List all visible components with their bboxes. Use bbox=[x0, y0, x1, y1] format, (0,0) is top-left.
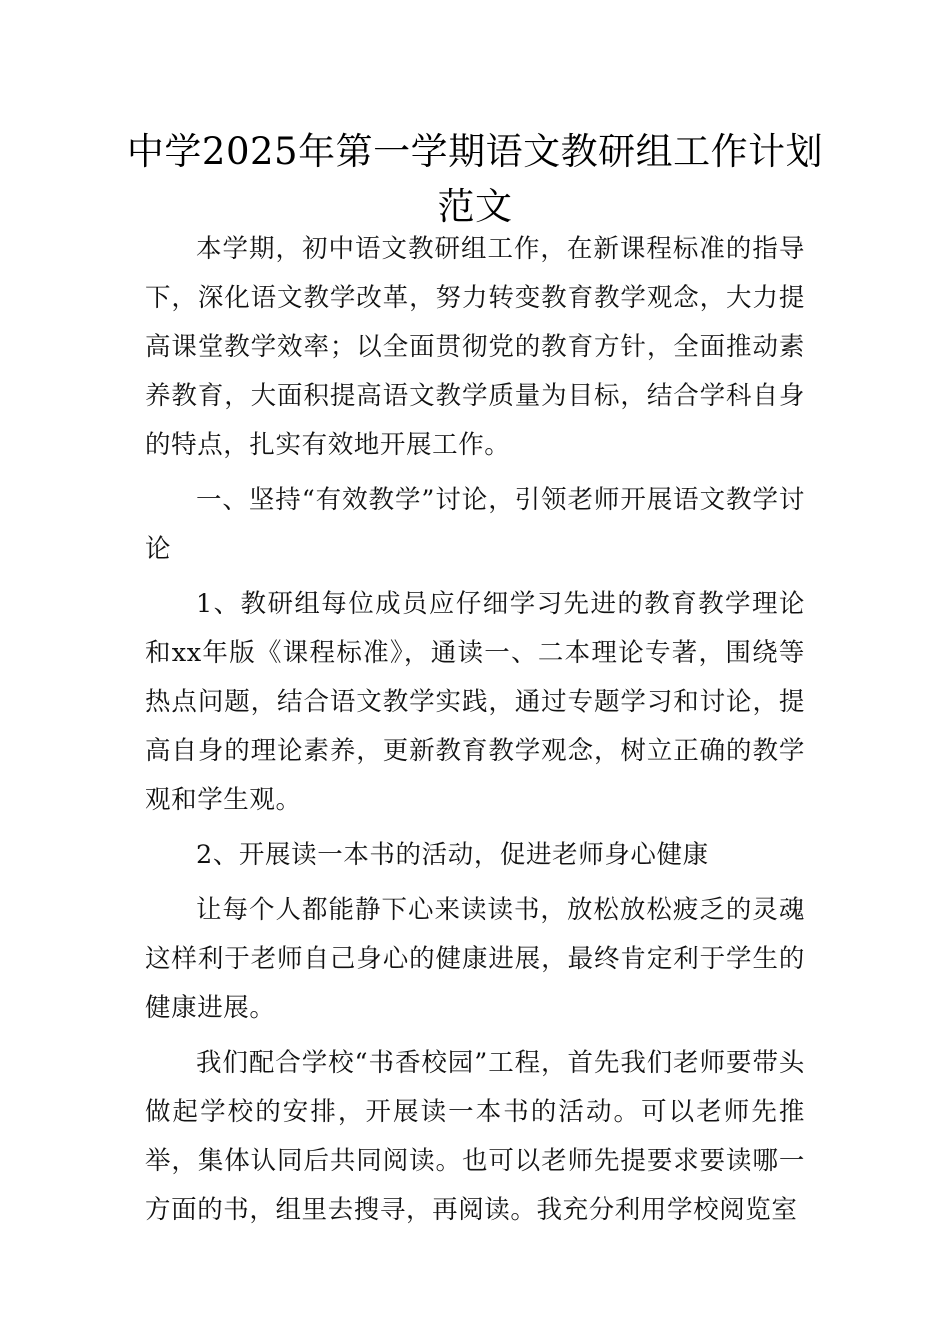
section-heading-1: 一、坚持“有效教学”讨论，引领老师开展语文教学讨论 bbox=[145, 485, 805, 564]
paragraph-item-2: 2、开展读一本书的活动，促进老师身心健康 bbox=[196, 840, 709, 870]
paragraph-intro: 本学期，初中语文教研组工作，在新课程标准的指导下，深化语文教学改革，努力转变教育教学观念，大力提高课堂教学效率；以全面贯彻党的教育方针，全面推动素养教育，大面积提高语文教学质量为目标，结合学科自身的特点，扎实有效地开展工作。 bbox=[145, 234, 805, 460]
document-body bbox=[145, 225, 805, 1241]
paragraph-item-1: 1、教研组每位成员应仔细学习先进的教育教学理论和xx年版《课程标准》，通读一、二本理论专著，围绕等热点问题，结合语文教学实践，通过专题学习和讨论，提高自身的理论素养，更新教育教学观念，树立正确的教学观和学生观。 bbox=[145, 589, 805, 815]
document-title: 中学2025年第一学期语文教研组工作计划范文 bbox=[126, 130, 824, 228]
paragraph-reading: 让每个人都能静下心来读读书，放松放松疲乏的灵魂这样利于老师自己身心的健康进展，最终肯定利于学生的健康进展。 bbox=[145, 895, 805, 1023]
paragraph-book-campus: 我们配合学校“书香校园”工程，首先我们老师要带头做起学校的安排，开展读一本书的活动。可以老师先推举，集体认同后共同阅读。也可以老师先提要求要读哪一方面的书，组里去搜寻，再阅读。我充分利用学校阅览室 bbox=[145, 1048, 805, 1225]
